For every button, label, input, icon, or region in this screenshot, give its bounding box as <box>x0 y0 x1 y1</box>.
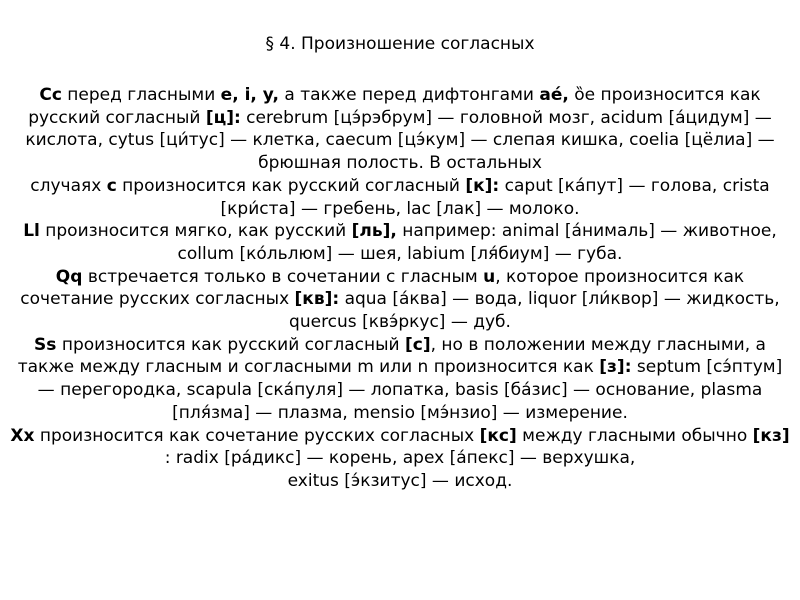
text-segment: aqua [а́ква] — вода, liquor [ли́квор] — жидкость, quercus [квэ́ркус] — дуб. <box>289 289 780 333</box>
bold-term: Qq <box>55 266 83 287</box>
text-segment: caput [ка́пут] — голова, crista [кри́ста] — гребень, lac [лак] — молоко. <box>220 175 770 219</box>
paragraph <box>8 220 792 265</box>
paragraph <box>8 334 792 425</box>
bold-term: u <box>483 266 496 287</box>
text-segment: , которое произносится как сочетание русских согласных <box>20 266 745 310</box>
bold-term: e, i, y, <box>220 85 280 105</box>
text-segment: exitus [э́кзитус] — исход. <box>287 470 513 491</box>
text-segment: произносится мягко, как русский <box>39 221 352 242</box>
bold-term: c <box>106 175 117 196</box>
text-segment: перед гласными <box>61 85 221 105</box>
paragraph <box>8 84 792 220</box>
bold-term: [кз] <box>752 425 790 446</box>
bold-term: [ль], <box>351 221 397 242</box>
bold-term: [с] <box>404 334 431 355</box>
paragraph <box>8 425 792 493</box>
bold-term: [кс] <box>479 425 517 446</box>
text-segment: например: animal [а́нималь] — животное, collum [ко́льлюм] — шея, labium [ля́биум] — губа. <box>177 221 777 264</box>
text-segment: между гласными обычно <box>516 425 753 446</box>
bold-term: [кв]: <box>294 289 340 310</box>
bold-term: Ll <box>23 221 40 242</box>
bold-term: aé, <box>539 85 569 105</box>
bold-term: [з]: <box>599 357 632 378</box>
bold-term: Cc <box>39 85 62 105</box>
text-segment: встречается только в сочетании с гласным <box>82 266 484 287</box>
text-segment: septum [сэ́птум] — перегородка, scapula [ска́пуля] — лопатка, basis [ба́зис] — основание, plasma [пля́зма] — плазма, mensio [мэ́нзио] — измерение. <box>37 357 783 423</box>
text-segment: ȍe произносится как русский согласный <box>28 85 761 128</box>
text-segment: произносится как русский согласный <box>56 334 405 355</box>
text-segment: произносится как сочетание русских согласных <box>34 425 480 446</box>
bold-term: Ss <box>34 334 57 355</box>
section-title: § 4. Произношение согласных <box>265 34 535 54</box>
text-segment: : radix [ра́дикс] — корень, apex [а́пекс] — верхушка, <box>164 448 636 469</box>
text-segment: случаях <box>30 175 107 196</box>
text-segment: а также перед дифтонгами <box>279 85 540 105</box>
bold-term: [к]: <box>465 175 500 196</box>
bold-term: [ц]: <box>205 107 241 128</box>
text-segment: произносится как русский согласный <box>116 175 466 196</box>
text-segment: , но в положении между гласными, а также между гласным и согласными m или n произносится как <box>17 334 766 378</box>
bold-term: Xx <box>10 425 35 446</box>
text-segment: cerebrum [цэ́рэбрум] — головной мозг, acidum [а́цидум] — кислота, cytus [ци́тус] — клетка, caecum [цэ́кум] — слепая кишка, coelia [цёлиа] — брюшная полость. В остальных <box>25 107 775 174</box>
paragraph <box>8 266 792 334</box>
document-body <box>8 84 792 493</box>
